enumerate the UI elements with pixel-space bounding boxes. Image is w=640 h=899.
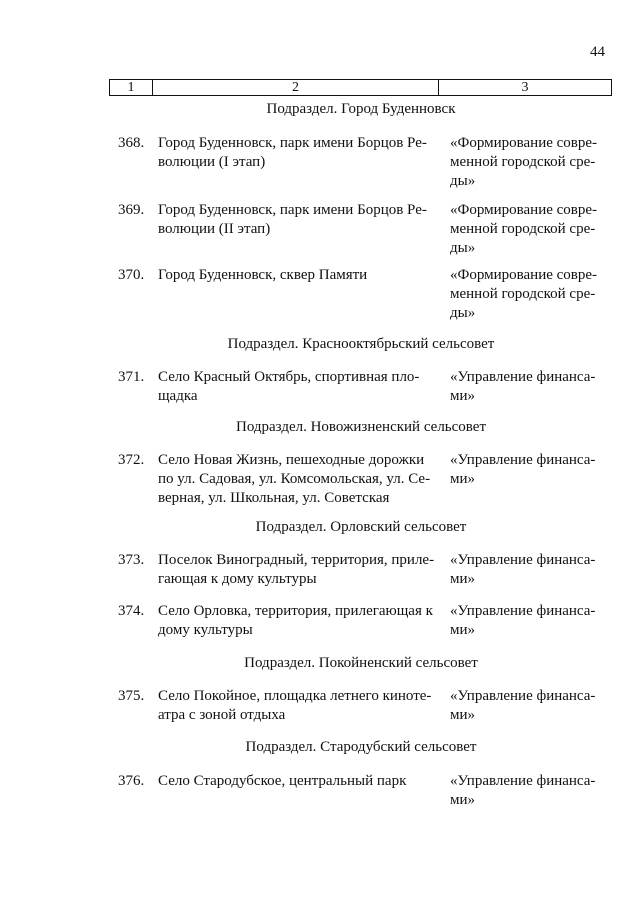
program-line: ды» bbox=[450, 173, 476, 189]
desc-line: Село Новая Жизнь, пешеходные дорожки bbox=[158, 452, 425, 468]
entry-description bbox=[158, 772, 440, 791]
entry-program bbox=[450, 551, 610, 589]
page-number: 44 bbox=[590, 44, 605, 60]
program-line: менной городской сре- bbox=[450, 286, 596, 302]
entry-program bbox=[450, 134, 610, 191]
entry-number: 372. bbox=[118, 452, 145, 468]
desc-line: волюции (II этап) bbox=[158, 221, 271, 237]
desc-line: волюции (I этап) bbox=[158, 154, 266, 170]
program-line: «Управление финанса- bbox=[450, 773, 596, 789]
section-title: Подраздел. Новожизненский сельсовет bbox=[235, 419, 487, 435]
desc-line: по ул. Садовая, ул. Комсомольская, ул. Се- bbox=[158, 471, 431, 487]
entry-program bbox=[450, 266, 610, 323]
desc-line: Село Красный Октябрь, спортивная пло- bbox=[158, 369, 420, 385]
section-title: Подраздел. Покойненский сельсовет bbox=[244, 655, 478, 671]
entry-number: 370. bbox=[118, 267, 145, 283]
desc-line: Поселок Виноградный, территория, приле- bbox=[158, 552, 435, 568]
desc-line: Город Буденновск, сквер Памяти bbox=[158, 267, 368, 283]
entry-number: 371. bbox=[118, 369, 145, 385]
desc-line: Город Буденновск, парк имени Борцов Ре- bbox=[158, 202, 427, 218]
desc-line: гающая к дому культуры bbox=[158, 571, 317, 587]
entry-program bbox=[450, 368, 610, 406]
entry-number: 375. bbox=[118, 688, 145, 704]
program-line: ды» bbox=[450, 240, 476, 256]
program-line: «Управление финанса- bbox=[450, 369, 596, 385]
program-line: менной городской сре- bbox=[450, 221, 596, 237]
program-line: ми» bbox=[450, 571, 476, 587]
desc-line: Село Стародубское, центральный парк bbox=[158, 773, 407, 789]
desc-line: дому культуры bbox=[158, 622, 253, 638]
desc-line: атра с зоной отдыха bbox=[158, 707, 286, 723]
program-line: ми» bbox=[450, 707, 476, 723]
program-line: «Формирование совре- bbox=[450, 267, 598, 283]
program-line: «Формирование совре- bbox=[450, 202, 598, 218]
program-line: ды» bbox=[450, 305, 476, 321]
program-line: ми» bbox=[450, 622, 476, 638]
entry-program bbox=[450, 772, 610, 810]
entry-number: 373. bbox=[118, 552, 145, 568]
entry-description bbox=[158, 602, 440, 640]
entry-description bbox=[158, 201, 440, 239]
desc-line: щадка bbox=[158, 388, 198, 404]
section-title: Подраздел. Стародубский сельсовет bbox=[245, 739, 477, 755]
column-header-table bbox=[109, 79, 612, 96]
column-header-1: 1 bbox=[110, 80, 153, 96]
program-line: «Управление финанса- bbox=[450, 688, 596, 704]
column-header-3: 3 bbox=[439, 80, 612, 96]
section-title: Подраздел. Орловский сельсовет bbox=[255, 519, 467, 535]
program-line: «Управление финанса- bbox=[450, 552, 596, 568]
entry-description bbox=[158, 368, 440, 406]
entry-number: 374. bbox=[118, 603, 145, 619]
desc-line: Село Покойное, площадка летнего киноте- bbox=[158, 688, 432, 704]
program-line: «Формирование совре- bbox=[450, 135, 598, 151]
desc-line: верная, ул. Школьная, ул. Советская bbox=[158, 490, 390, 506]
program-line: «Управление финанса- bbox=[450, 603, 596, 619]
desc-line: Село Орловка, территория, прилегающая к bbox=[158, 603, 433, 619]
entry-program bbox=[450, 201, 610, 258]
program-line: менной городской сре- bbox=[450, 154, 596, 170]
entry-program bbox=[450, 451, 610, 489]
column-header-2: 2 bbox=[153, 80, 439, 96]
entry-description bbox=[158, 266, 440, 285]
program-line: ми» bbox=[450, 792, 476, 808]
section-title: Подраздел. Краснооктябрьский сельсовет bbox=[227, 336, 495, 352]
program-line: «Управление финанса- bbox=[450, 452, 596, 468]
entry-program bbox=[450, 602, 610, 640]
entry-description bbox=[158, 687, 440, 725]
entry-description bbox=[158, 451, 440, 508]
program-line: ми» bbox=[450, 388, 476, 404]
entry-program bbox=[450, 687, 610, 725]
entry-description bbox=[158, 551, 440, 589]
desc-line: Город Буденновск, парк имени Борцов Ре- bbox=[158, 135, 427, 151]
program-line: ми» bbox=[450, 471, 476, 487]
entry-number: 376. bbox=[118, 773, 145, 789]
entry-number: 368. bbox=[118, 135, 145, 151]
section-title: Подраздел. Город Буденновск bbox=[266, 101, 456, 117]
entry-description bbox=[158, 134, 440, 172]
entry-number: 369. bbox=[118, 202, 145, 218]
